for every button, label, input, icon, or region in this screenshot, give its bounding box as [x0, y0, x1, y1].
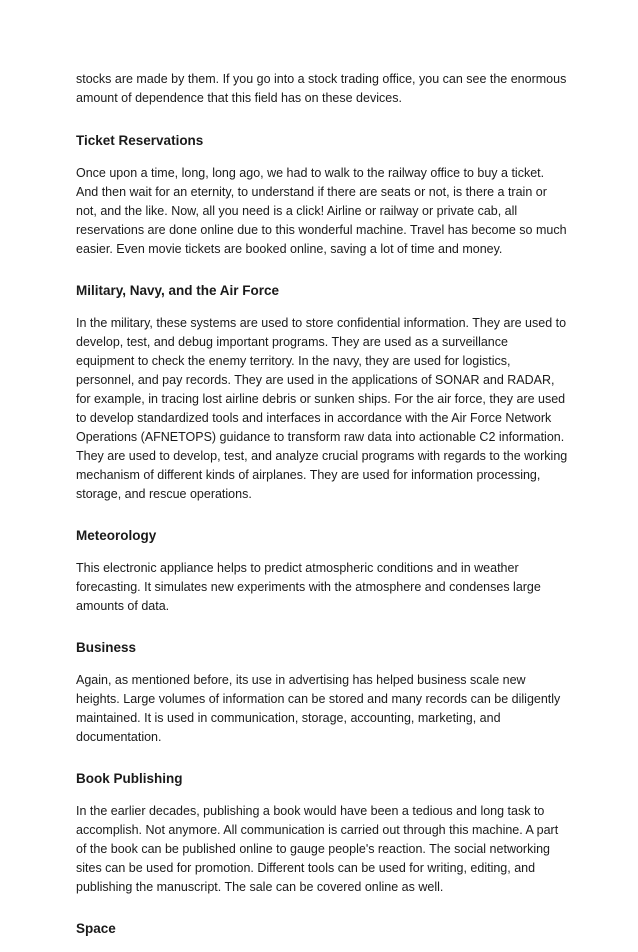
section-body: In the military, these systems are used to store confidential information. They are used to develop, test, and debug important programs. They are used as a surveillance equipment to check the enemy territory. In the navy, they are used for logistics, personnel, and pay records. They are used in the applications of SONAR and RADAR, for example, in tracing lost airline debris or sunken ships. For the air force, they are used to develop standardized tools and interfaces in accordance with the Air Force Network Operations (AFNETOPS) guidance to transform raw data into actionable C2 information. They are used to develop, test, and analyze crucial programs with regards to the working mechanism of different kinds of airplanes. They are used for information processing, storage, and rescue operations.	[76, 316, 568, 501]
section-heading: Military, Navy, and the Air Force	[76, 283, 280, 298]
section-business	[76, 639, 568, 747]
section-heading: Book Publishing	[76, 771, 183, 786]
section-ticket-reservations	[76, 132, 568, 259]
section-book-publishing	[76, 770, 568, 897]
section-space	[76, 920, 568, 938]
section-military	[76, 282, 568, 504]
section-body: In the earlier decades, publishing a book would have been a tedious and long task to accomplish. Not anymore. All communication is carried out through this machine. A part of the book can be published online to gauge people's reaction. The social networking sites can be used for promotion. Different tools can be used for writing, editing, and publishing the manuscript. The sale can be covered online as well.	[76, 804, 559, 894]
section-heading: Meteorology	[76, 528, 157, 543]
section-heading: Business	[76, 640, 137, 655]
section-heading: Space	[76, 921, 116, 936]
section-heading: Ticket Reservations	[76, 133, 204, 148]
section-body: Once upon a time, long, long ago, we had to walk to the railway office to buy a ticket. And then wait for an eternity, to understand if there are seats or not, is there a train or not, and the like. Now, all you need is a click! Airline or railway or private cab, all reservations are done online due to this wonderful machine. Travel has become so much easier. Even movie tickets are booked online, saving a lot of time and money.	[76, 166, 567, 256]
section-meteorology	[76, 527, 568, 616]
section-body: Again, as mentioned before, its use in advertising has helped business scale new heights. Large volumes of information can be stored and many records can be diligently maintained. It is used in communication, storage, accounting, marketing, and documentation.	[76, 673, 561, 744]
document-page	[76, 70, 568, 952]
intro-paragraph: stocks are made by them. If you go into a stock trading office, you can see the enormous amount of dependence that this field has on these devices.	[76, 72, 567, 105]
section-body: This electronic appliance helps to predict atmospheric conditions and in weather forecasting. It simulates new experiments with the atmosphere and condenses large amounts of data.	[76, 561, 541, 613]
